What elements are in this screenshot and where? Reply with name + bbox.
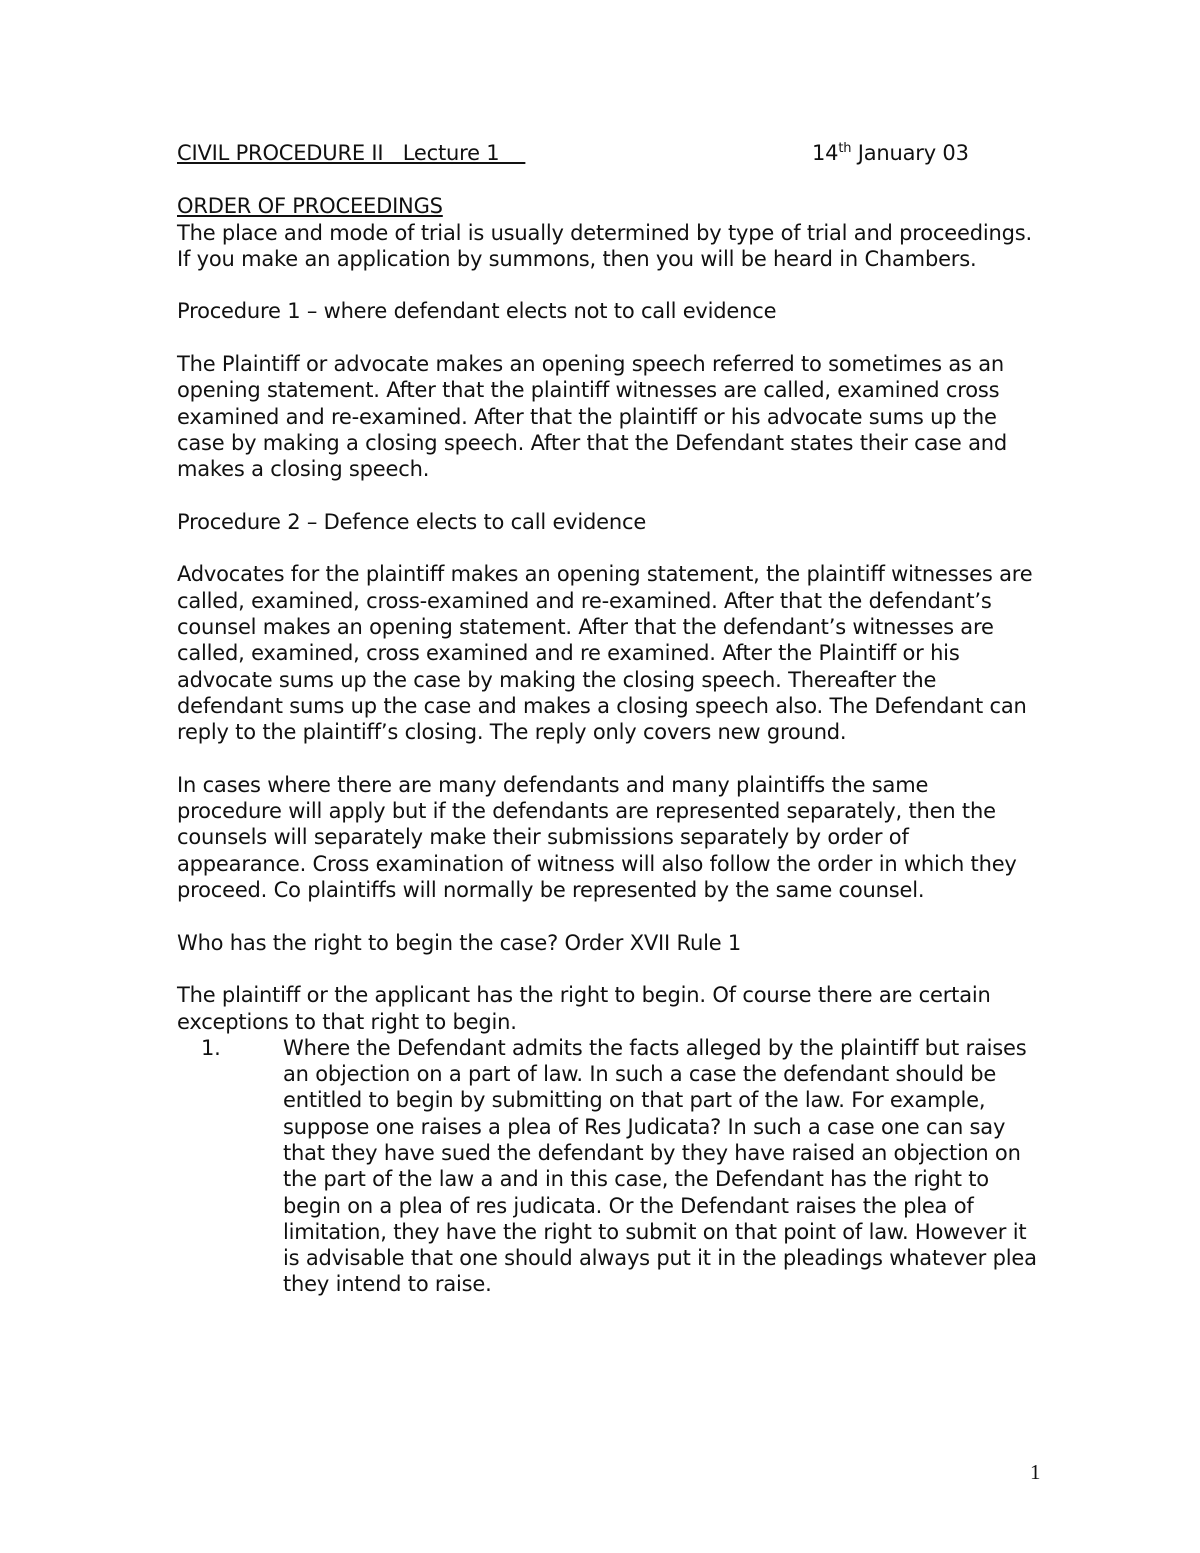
document-header [177,140,1037,167]
intro-paragraph: The place and mode of trial is usually determined by type of trial and proceedings. If you make an application by summons, then you will be heard in Chambers. [177,220,1032,271]
section-heading: ORDER OF PROCEEDINGS [177,194,443,219]
procedure-1-heading: Procedure 1 – where defendant elects not to call evidence [177,299,777,324]
right-to-begin-answer: The plaintiff or the applicant has the right to begin. Of course there are certain exceptions to that right to begin. [177,983,991,1034]
document-body [177,140,1037,1298]
date-day: 14 [812,141,839,165]
right-to-begin-question: Who has the right to begin the case? Order XVII Rule 1 [177,930,742,955]
procedure-2-paragraph: Advocates for the plaintiff makes an opening statement, the plaintiff witnesses are called, examined, cross-examined and re-examined. After that the defendant’s counsel makes an opening statement. After that the defendant’s witnesses are called, examined, cross examined and re examined. After the Plaintiff or his advocate sums up the case by making the closing speech. Thereafter the defendant sums up the case and makes a closing speech also. The Defendant can reply to the plaintiff’s closing. The reply only covers new ground. [177,562,1033,745]
list-item [177,1035,1037,1298]
date-suffix: th [838,141,852,156]
procedure-1-paragraph: The Plaintiff or advocate makes an opening speech referred to sometimes as an opening statement. After that the plaintiff witnesses are called, examined cross examined and re-examined. After that the plaintiff or his advocate sums up the case by making a closing speech. After that the Defendant states their case and makes a closing speech. [177,352,1007,482]
list-item-text: Where the Defendant admits the facts alleged by the plaintiff but raises an objection on a part of law. In such a case the defendant should be entitled to begin by submitting on that part of the law. For example, suppose one raises a plea of Res Judicata? In such a case one can say that they have sued the defendant by they have raised an objection on the part of the law a and in this case, the Defendant has the right to begin on a plea of res judicata. Or the Defendant raises the plea of limitation, they have the right to submit on that point of law. However it is advisable that one should always put it in the pleadings whatever plea they intend to raise. [283,1035,1037,1297]
multiple-parties-paragraph: In cases where there are many defendants and many plaintiffs the same procedure will apply but if the defendants are represented separately, then the counsels will separately make their submissions separately by order of appearance. Cross examination of witness will also follow the order in which they proceed. Co plaintiffs will normally be represented by the same counsel. [177,772,1017,903]
procedure-2-heading: Procedure 2 – Defence elects to call evidence [177,509,647,534]
document-title: CIVIL PROCEDURE II Lecture 1 [177,141,526,165]
list-item-number: 1. [201,1035,221,1060]
document-date [812,140,969,166]
page-number: 1 [1030,1460,1041,1484]
date-rest: January 03 [851,141,969,165]
